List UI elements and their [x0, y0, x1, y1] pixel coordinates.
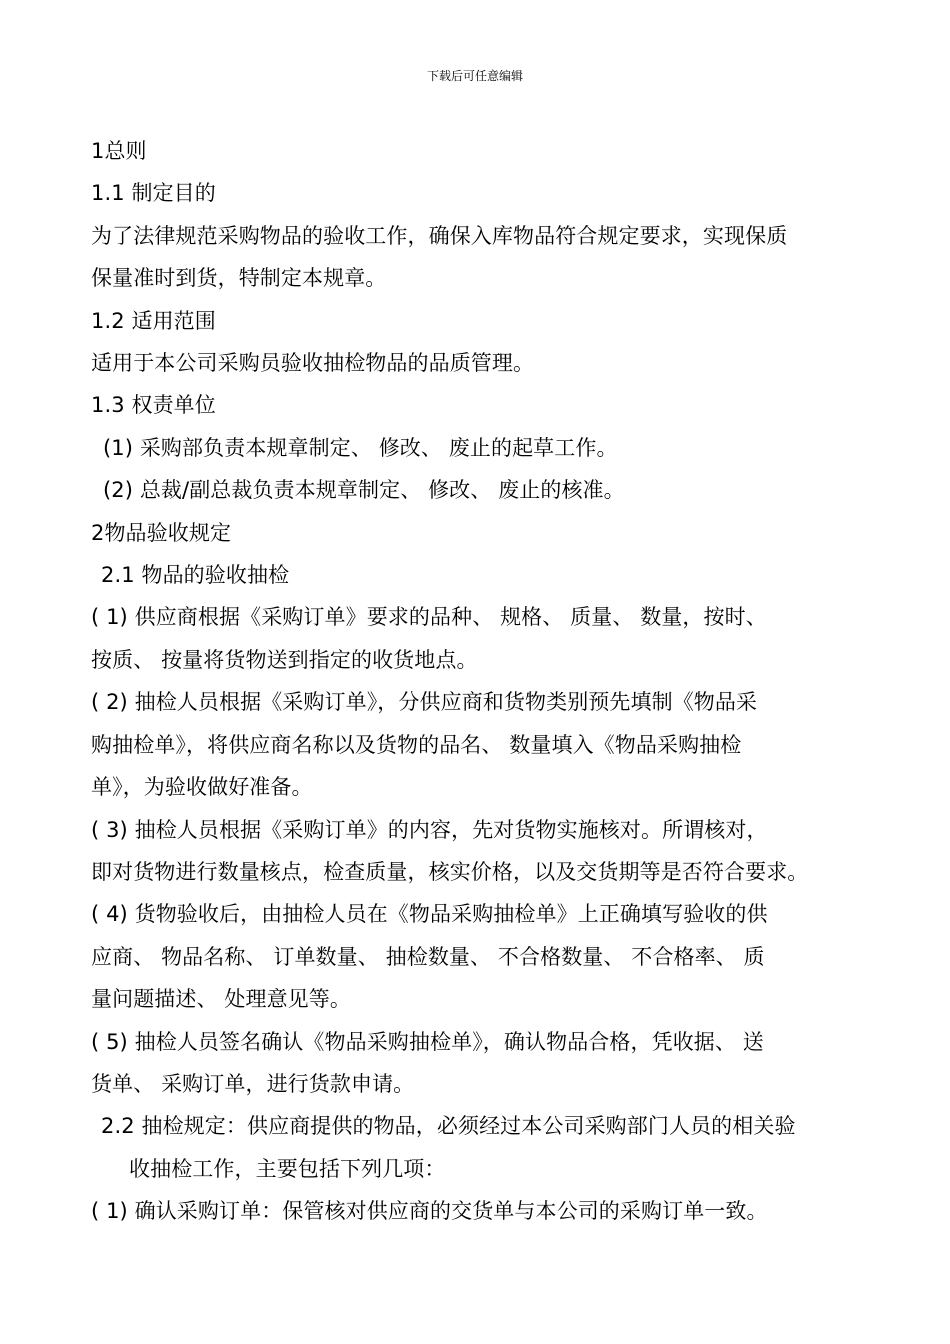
list-item-5-line-2: 货单、 采购订单，进行货款申请。 — [91, 1071, 415, 1096]
subheading-purpose: 1.1 制定目的 — [91, 181, 216, 206]
subheading-sampling: 2.1 物品的验收抽检 — [101, 563, 290, 588]
list-item-1-line-2: 按质、 按量将货物送到指定的收货地点。 — [91, 647, 478, 672]
paragraph-scope: 适用于本公司采购员验收抽检物品的品质管理。 — [91, 351, 535, 376]
list-item-2-line-3: 单》，为验收做好准备。 — [91, 775, 313, 800]
document-body — [91, 130, 871, 1233]
section-heading-general: 1总则 — [91, 139, 147, 163]
list-item-5-line-1: ( 5) 抽检人员签名确认《物品采购抽检单》，确认物品合格，凭收据、 送 — [91, 1029, 764, 1054]
list-item-2-line-1: ( 2) 抽检人员根据《采购订单》，分供应商和货物类别预先填制《物品采 — [91, 690, 758, 715]
list-item-4-line-2: 应商、 物品名称、 订单数量、 抽检数量、 不合格数量、 不合格率、 质 — [91, 944, 765, 969]
list-item-responsibility-1: (1) 采购部负责本规章制定、 修改、 废止的起草工作。 — [103, 435, 618, 460]
list-item-4-line-1: ( 4) 货物验收后，由抽检人员在《物品采购抽检单》上正确填写验收的供 — [91, 902, 768, 927]
subheading-responsibility: 1.3 权责单位 — [91, 393, 216, 418]
page-header: 下载后可任意编辑 — [426, 69, 523, 83]
list-item-1-line-1: ( 1) 供应商根据《采购订单》要求的品种、 规格、 质量、 数量，按时、 — [91, 605, 767, 630]
list-item-3-line-1: ( 3) 抽检人员根据《采购订单》的内容，先对货物实施核对。所谓核对， — [91, 817, 768, 842]
paragraph-purpose-line-1: 为了法律规范采购物品的验收工作，确保入库物品符合规定要求，实现保质 — [91, 223, 788, 248]
list-item-2-line-2: 购抽检单》，将供应商名称以及货物的品名、 数量填入《物品采购抽检 — [91, 732, 742, 757]
list-item-responsibility-2: (2) 总裁/副总裁负责本规章制定、 修改、 废止的核准。 — [103, 478, 625, 503]
subheading-scope: 1.2 适用范围 — [91, 308, 216, 333]
subheading-sampling-rules-line-2: 收抽检工作，主要包括下列几项： — [129, 1156, 446, 1181]
list-item-rules-1: ( 1) 确认采购订单：保管核对供应商的交货单与本公司的采购订单一致。 — [91, 1199, 768, 1224]
paragraph-purpose-line-2: 保量准时到货，特制定本规章。 — [91, 266, 387, 291]
list-item-4-line-3: 量问题描述、 处理意见等。 — [91, 987, 351, 1012]
section-heading-inspection: 2物品验收规定 — [91, 520, 232, 545]
subheading-sampling-rules-line-1: 2.2 抽检规定：供应商提供的物品，必须经过本公司采购部门人员的相关验 — [101, 1114, 796, 1139]
list-item-3-line-2: 即对货物进行数量核点，检查质量，核实价格，以及交货期等是否符合要求。 — [91, 859, 809, 884]
